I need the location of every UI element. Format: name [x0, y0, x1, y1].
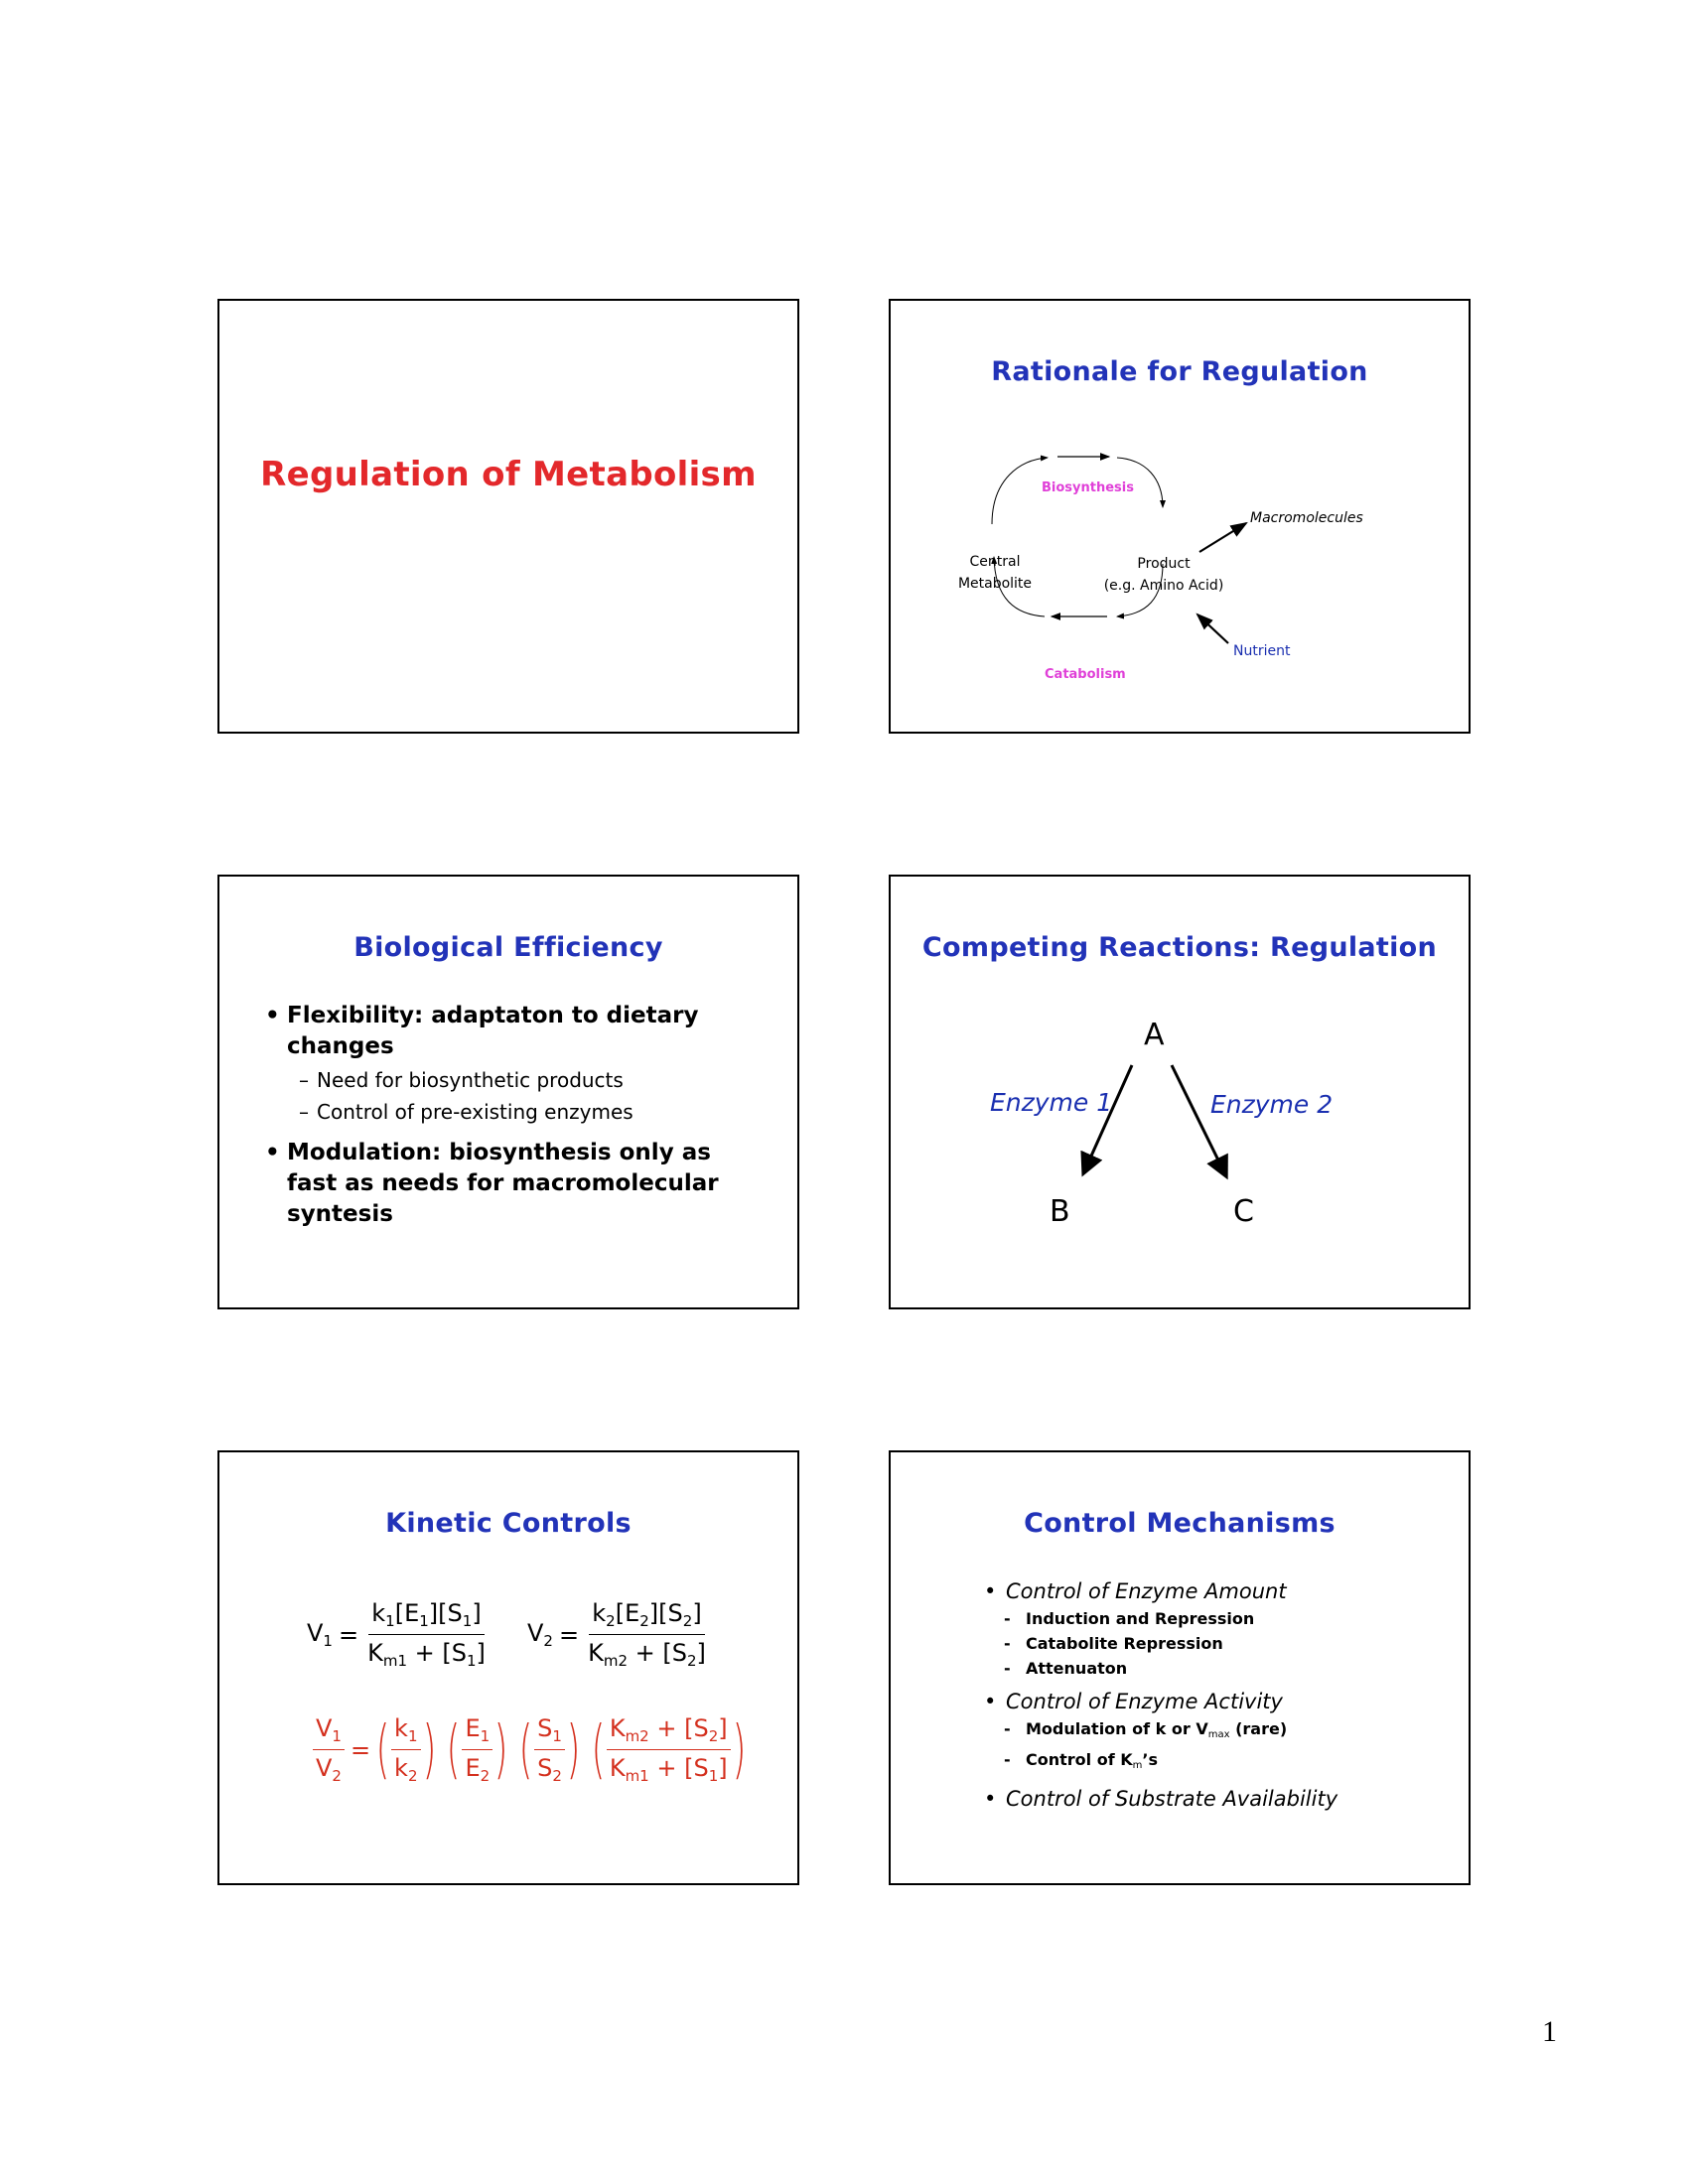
bullet-list	[265, 1001, 762, 1230]
bullet-item: • Flexibility: adaptaton to dietary changes	[265, 1001, 762, 1062]
page-number: 1	[1542, 2015, 1557, 2048]
rate-equation-1: $V_1$ = $\frac{k_1[E_1][S_1]}{K_{m1} + [S_1]}$	[307, 1599, 486, 1670]
slide-competing-reactions	[889, 875, 1471, 1309]
catabolism-label: Catabolism	[1045, 667, 1126, 682]
node-a: A	[1144, 1018, 1165, 1052]
slide-heading: Control Mechanisms	[1024, 1508, 1336, 1539]
sub-bullet-item: – Control of pre-existing enzymes	[289, 1096, 762, 1128]
bullet-item: • Control of Substrate Availability	[984, 1784, 1451, 1814]
branch-diagram	[891, 877, 1469, 1307]
product-label: Product (e.g. Amino Acid)	[1103, 556, 1224, 594]
arrow-icon	[1199, 523, 1246, 552]
bullet-item: • Control of Enzyme Amount	[984, 1576, 1451, 1606]
biosynthesis-label: Biosynthesis	[1042, 480, 1134, 495]
central-metabolite-label: Central Metabolite	[957, 554, 1033, 592]
sub-bullet-item: - Induction and Repression	[984, 1606, 1451, 1631]
arrow-icon	[1197, 614, 1228, 643]
bullet-item: • Control of Enzyme Activity	[984, 1687, 1451, 1716]
macromolecules-label: Macromolecules	[1250, 510, 1363, 526]
bullet-list	[984, 1576, 1451, 1814]
slide-heading: Rationale for Regulation	[991, 356, 1368, 387]
sub-bullet-item: - Control of $K_m’s$	[984, 1747, 1451, 1778]
arrow-icon	[1172, 1065, 1225, 1174]
slide-heading: Biological Efficiency	[353, 932, 663, 963]
node-c: C	[1233, 1194, 1254, 1229]
sub-bullet-item: - Catabolite Repression	[984, 1631, 1451, 1656]
rate-ratio-equation: $\frac{V_1}{V_2}$ = ( $\frac{k_1}{k_2}$ ) ( $\frac{E_1}{E_2}$ ) ( $\frac{S_1}{S_2}$ ) ( $\frac{K_{m2} + [S_2]}{K_{m1} + [S_1]}$ )	[307, 1714, 752, 1785]
nutrient-label: Nutrient	[1233, 643, 1291, 659]
slide-efficiency	[217, 875, 799, 1309]
enzyme-2-label: Enzyme 2	[1210, 1090, 1334, 1119]
enzyme-1-label: Enzyme 1	[990, 1088, 1113, 1117]
slide-heading: Competing Reactions: Regulation	[921, 932, 1438, 963]
slide-control-mechanisms	[889, 1450, 1471, 1885]
arrow-icon	[992, 458, 1048, 524]
main-title: Regulation of Metabolism	[260, 455, 757, 494]
rate-equation-2: $V_2$ = $\frac{k_2[E_2][S_2]}{K_{m2} + [S_2]}$	[527, 1599, 706, 1670]
metabolic-cycle-diagram	[891, 301, 1469, 732]
bullet-item: • Modulation: biosynthesis only as fast as needs for macromolecular syntesis	[265, 1138, 762, 1230]
sub-bullet-item: - Attenuaton	[984, 1656, 1451, 1681]
node-b: B	[1050, 1194, 1070, 1229]
sub-bullet-item: – Need for biosynthetic products	[289, 1064, 762, 1096]
arrow-icon	[1084, 1065, 1132, 1171]
slide-title	[217, 299, 799, 734]
slide-rationale	[889, 299, 1471, 734]
slide-kinetic-controls	[217, 1450, 799, 1885]
slide-heading: Kinetic Controls	[385, 1508, 632, 1539]
sub-bullet-item: - Modulation of k or $V_{max}$ (rare)	[984, 1716, 1451, 1747]
